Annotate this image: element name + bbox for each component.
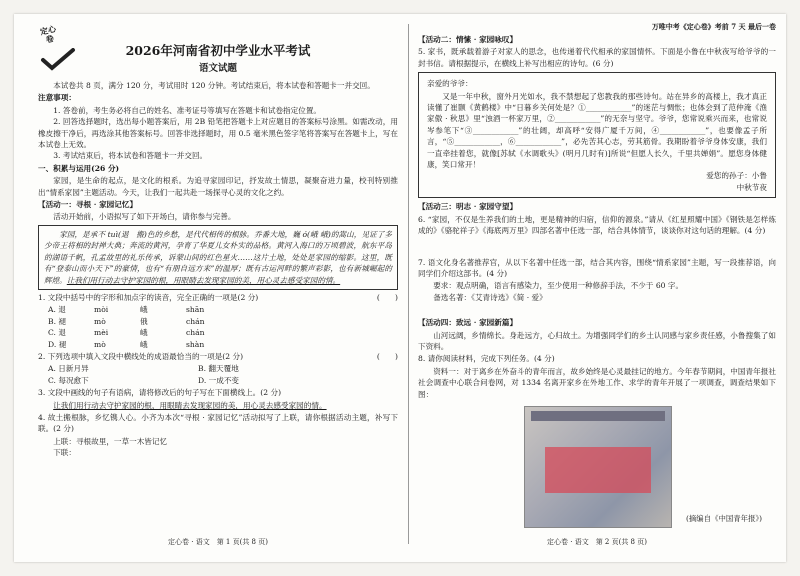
option[interactable]: C. 每况愈下	[48, 375, 89, 385]
option: shān	[186, 305, 205, 315]
activity-heading: 【活动三：明志 · 家园守望】	[418, 202, 518, 212]
survey-photo	[524, 406, 672, 528]
check-mark-icon	[40, 48, 76, 72]
seal-logo	[38, 24, 76, 72]
question-8: 8. 请你阅读材料，完成下列任务。(4 分)	[418, 354, 555, 364]
note-item: 2. 回答选择题时，选出每小题答案后，用 2B 铅笔把答题卡上对应题目的答案标号涂黑。如需改动，用橡皮擦干净后，再选涂其他答案标号。回答非选择题时，用 0.5 毫米黑色签字笔将答案写在答题卡上，写在本试卷上无效。	[38, 117, 398, 150]
option[interactable]: B. 翻天覆地	[198, 364, 239, 374]
material-1: 资料一：对于离乡在外奋斗的青年而言，故乡始终是心灵最挂记的地方。今年春节期间，中国青年报社社会调查中心联合问卷网，对 1334 名离开家乡在外地工作、求学的青年开展了一项调查，调查结果如下图：	[418, 366, 776, 399]
notes-heading: 注意事项：	[38, 93, 76, 103]
q3-sentence: 让我们用行动去守护家园的根，用眼睛去发现家园的美，用心灵去感受家园的情。	[53, 400, 327, 410]
letter-greeting: 亲爱的爷爷：	[427, 79, 473, 89]
letter-signature: 爱您的孙子：小鲁	[706, 171, 767, 181]
option[interactable]: B. 褪	[48, 316, 67, 326]
letter-date: 中秋节夜	[736, 182, 767, 192]
seal-text: 定心卷	[39, 23, 57, 45]
right-page	[418, 22, 776, 550]
activity-intro: 活动开始前，小语拟写了如下开场白，请你参与完善。	[53, 212, 236, 222]
page-divider	[408, 24, 409, 544]
answer-paren[interactable]: ( )	[376, 351, 398, 361]
page-footer: 定心卷 · 语文 第 2 页(共 8 页)	[547, 537, 647, 546]
passage-box	[38, 225, 398, 290]
question-5: 5. 家书，既承载着游子对家人的思念，也传递着代代相承的家国情怀。下面是小鲁在中秋夜写给爷爷的一封书信。请根据提示，在横线上补写出相应的诗句。(6 分)	[418, 47, 776, 68]
photo-banner	[545, 447, 651, 493]
option: 峨	[140, 328, 148, 338]
q7-requirement: 要求：观点明确，语言有感染力，至少使用一种修辞手法，不少于 60 字。	[433, 281, 684, 291]
note-item: 3. 考试结束后，将本试卷和答题卡一并交回。	[53, 151, 208, 161]
answer-paren[interactable]: ( )	[376, 292, 398, 302]
activity-intro: 山河远阔，乡情绵长。身赴远方，心归故土。为增强同学们的乡土认同感与家乡责任感，小鲁搜集了如下资料。	[418, 330, 776, 351]
part-heading: 一、积累与运用(26 分)	[38, 163, 120, 173]
passage-underlined: 让我们用行动去守护家园的根，用眼睛去发现家园的美，用心灵去感受家园的情。	[66, 275, 341, 285]
photo-caption	[531, 411, 665, 421]
exam-subtitle: 语文试题	[198, 63, 237, 74]
option: chán	[186, 316, 205, 326]
note-item: 1. 答卷前，考生务必将自己的姓名、准考证号等填写在答题卡和试卷指定位置。	[53, 105, 322, 115]
option: shàn	[186, 339, 205, 349]
page-footer: 定心卷 · 语文 第 1 页(共 8 页)	[168, 537, 268, 546]
option: chán	[186, 328, 205, 338]
option[interactable]: D. 褪	[48, 339, 67, 349]
intro-text: 本试卷共 8 页，满分 120 分，考试用时 120 分钟。考试结束后，将本试卷和答题卡一并交回。	[53, 81, 375, 90]
q1-options	[48, 304, 398, 350]
page-header: 万唯中考《定心卷》考前 7 天 最后一卷	[651, 22, 776, 31]
activity-heading: 【活动二：情愫 · 家园咏叹】	[418, 35, 518, 44]
option[interactable]: C. 退	[48, 328, 66, 338]
question-7: 7. 语文化身名著推荐官，从以下名著中任选一部，结合其内容，围绕“情系家园”主题，写一段推荐语，向同学们介绍这部书。(4 分)	[418, 257, 776, 278]
option[interactable]: A. 日新月异	[48, 364, 89, 374]
question-4: 4. 故土搬根脉，乡忆镌人心。小齐为本次“寻根 · 家园记忆”活动拟写了上联，请你根据活动主题，补写下联。(2 分)	[38, 412, 398, 434]
option: 峨	[140, 339, 148, 349]
left-page	[38, 22, 398, 550]
option: mò	[94, 316, 106, 326]
question-2: 2. 下列选项中填入文段中横线处的成语最恰当的一项是(2 分)	[38, 351, 244, 361]
option: mò	[94, 339, 106, 349]
q4-lower[interactable]: 下联：	[53, 448, 76, 458]
activity-heading: 【活动一：寻根 · 家园记忆】	[38, 200, 138, 210]
q7-books: 备选名著：《艾青诗选》《简 · 爱》	[433, 292, 547, 302]
question-1: 1. 文段中括号中的字形和加点字的读音，完全正确的一项是(2 分)	[38, 292, 259, 302]
option: mòi	[94, 305, 109, 315]
activity-heading: 【活动四：致远 · 家园新篇】	[418, 318, 518, 328]
option[interactable]: D. 一成不变	[198, 375, 240, 385]
question-6: 6. “家园，不仅是生养我们的土地，更是精神的归宿，信仰的源泉。”请从《红星照耀中国》《钢铁是怎样炼成的》《骆驼祥子》《海底两万里》四部名著中任选一部，结合具体情节，谈谈你对这句话的理解。(4 分)	[418, 214, 776, 236]
exam-sheet	[14, 14, 786, 562]
q4-upper: 上联：寻根故里，一草一木皆记忆	[53, 436, 168, 446]
passage-text: 家园，是承不 tuì(退 搬)色的乡愁，是代代相传的根脉。乔番大地，巍 ó(峨 峨)的嵩山，见证了多少帝王将相的封禅大典；奔流的黄河，孕育了华夏儿女朴实的品格。黄河入海口的万顷碧波，航东平岛的湖语千帆，孔孟故里的礼乐传承，诉蒙山间的红色星火……这片土地，处处是家园的缩影。这里，既有“登泰山而小天下”的豪情，也有“有朋自远方来”的温厚；既有古运河畔的繁声彩影，也有新城崛起的辉煌。	[44, 229, 392, 285]
exam-title: 2026年河南省初中学业水平考试	[125, 43, 311, 58]
source-note: (摘编自《中国青年报》)	[686, 513, 762, 523]
option: 俄	[140, 316, 148, 326]
letter-body[interactable]: 又是一年中秋，窗外月光如水，我不禁想起了您教我的那些诗句。站在异乡的高楼上，我才真正读懂了崔颢《黄鹤楼》中“日暮乡关何处是？①____________”的迷茫与惆怅；也体会到了范仲淹《渔家傲 · 秋思》里“浊酒一杯家万里，②____________”的无奈与坚守。爷爷，您常说乘兴而来，也常说岑参笔下“③____________”的壮阔，却高呼“安得广厦千万间，④____________”，也要像孟子所言，“⑤____________，⑥____________”，必先苦其心志，劳其筋骨。我期盼着爷爷身体安康，我们一直牵挂着您，就像[苏轼《水调歌头》(明月几时有)]所说“但愿人长久，千里共婵娟”。愿您身体健康，笑口常开！	[427, 91, 767, 170]
option[interactable]: A. 退	[48, 305, 66, 315]
part-intro: 家园，是生命的起点，是文化的根系。为追寻家园印记，抒发故土情思，凝聚奋进力量，校刊特别推出“情系家园”主题活动。今天，让我们一起共赴一场探寻心灵的文化之约。	[38, 176, 398, 197]
q2-options	[48, 363, 398, 386]
option: 峨	[140, 305, 148, 315]
letter-box	[418, 72, 776, 198]
question-3: 3. 文段中画线的句子有语病，请将修改后的句子写在下面横线上。(2 分)	[38, 388, 282, 398]
option: mèi	[94, 328, 109, 338]
